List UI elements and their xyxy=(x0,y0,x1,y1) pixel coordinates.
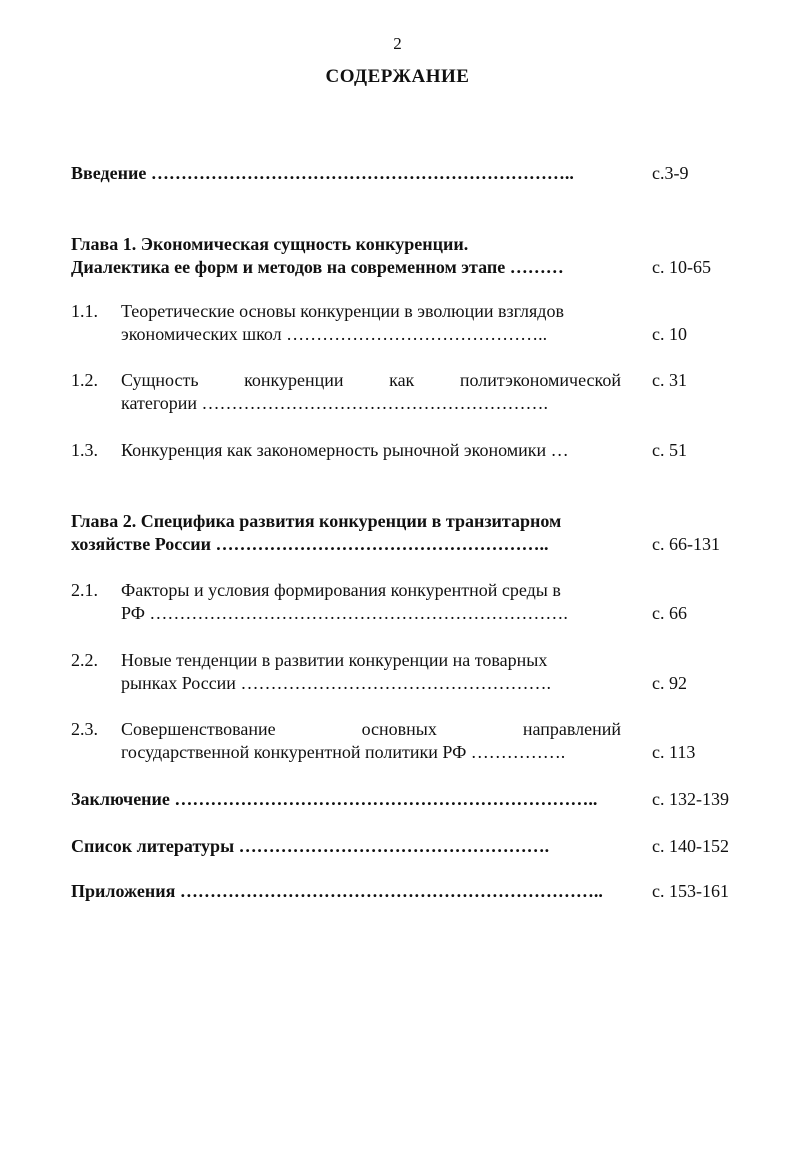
toc-word: Совершенствование xyxy=(121,719,276,739)
toc-section-number: 2.1. xyxy=(71,580,98,600)
toc-word: как xyxy=(389,370,415,390)
toc-conclusion-page: с. 132-139 xyxy=(652,789,729,809)
toc-entry-references: Список литературы ……………………………………………. xyxy=(71,836,550,856)
toc-word: основных xyxy=(361,719,437,739)
toc-section-1-1-line2: экономических школ …………………………………….. xyxy=(121,324,548,344)
toc-section-1-2-line1 xyxy=(121,369,621,391)
toc-word: конкуренции xyxy=(244,370,344,390)
toc-chapter2-title-line1: Глава 2. Специфика развития конкуренции в транзитарном xyxy=(71,511,562,531)
toc-section-1-2-page: с. 31 xyxy=(652,370,687,390)
toc-chapter1-title-line2: Диалектика ее форм и методов на современном этапе ……… xyxy=(71,257,564,277)
toc-section-1-2-line2: категории …………………………………………………. xyxy=(121,393,549,413)
toc-section-2-1-line2: РФ ……………………………………………………………. xyxy=(121,603,568,623)
toc-word: Сущность xyxy=(121,370,199,390)
toc-section-1-1-line1: Теоретические основы конкуренции в эволюции взглядов xyxy=(121,301,564,321)
toc-section-2-2-line2: рынках России ……………………………………………. xyxy=(121,673,551,693)
toc-section-2-3-line1 xyxy=(121,718,621,740)
toc-section-1-3-page: с. 51 xyxy=(652,440,687,460)
toc-entry-appendices: Приложения …………………………………………………………….. xyxy=(71,881,603,901)
toc-section-2-1-line1: Факторы и условия формирования конкурентной среды в xyxy=(121,580,561,600)
toc-chapter1-title-line1: Глава 1. Экономическая сущность конкуренции. xyxy=(71,234,469,254)
toc-section-number: 2.2. xyxy=(71,650,98,670)
toc-appendices-page: с. 153-161 xyxy=(652,881,729,901)
toc-section-number: 1.2. xyxy=(71,370,98,390)
toc-entry-conclusion: Заключение …………………………………………………………….. xyxy=(71,789,598,809)
toc-section-1-1-page: с. 10 xyxy=(652,324,687,344)
toc-section-2-3-line2: государственной конкурентной политики РФ ……………. xyxy=(121,742,566,762)
toc-section-2-3-page: с. 113 xyxy=(652,742,696,762)
toc-word: политэкономической xyxy=(459,370,621,390)
toc-section-2-2-page: с. 92 xyxy=(652,673,687,693)
toc-chapter2-title-line2: хозяйстве России ……………………………………………….. xyxy=(71,534,549,554)
toc-section-number: 2.3. xyxy=(71,719,98,739)
toc-chapter1-page: с. 10-65 xyxy=(652,257,711,277)
toc-section-number: 1.1. xyxy=(71,301,98,321)
toc-references-page: с. 140-152 xyxy=(652,836,729,856)
toc-section-number: 1.3. xyxy=(71,440,98,460)
toc-intro-label: Введение xyxy=(71,163,151,183)
toc-chapter2-page: с. 66-131 xyxy=(652,534,720,554)
toc-entry-intro xyxy=(71,162,574,184)
toc-word: направлений xyxy=(522,719,621,739)
page-title: СОДЕРЖАНИЕ xyxy=(325,66,470,87)
toc-section-2-2-line1: Новые тенденции в развитии конкуренции на товарных xyxy=(121,650,548,670)
toc-intro-page: с.3-9 xyxy=(652,163,689,183)
toc-section-2-1-page: с. 66 xyxy=(652,603,687,623)
toc-intro-dots: …………………………………………………………….. xyxy=(150,163,574,183)
page-number: 2 xyxy=(393,34,402,53)
toc-section-1-3-line1: Конкуренция как закономерность рыночной экономики … xyxy=(121,440,569,460)
